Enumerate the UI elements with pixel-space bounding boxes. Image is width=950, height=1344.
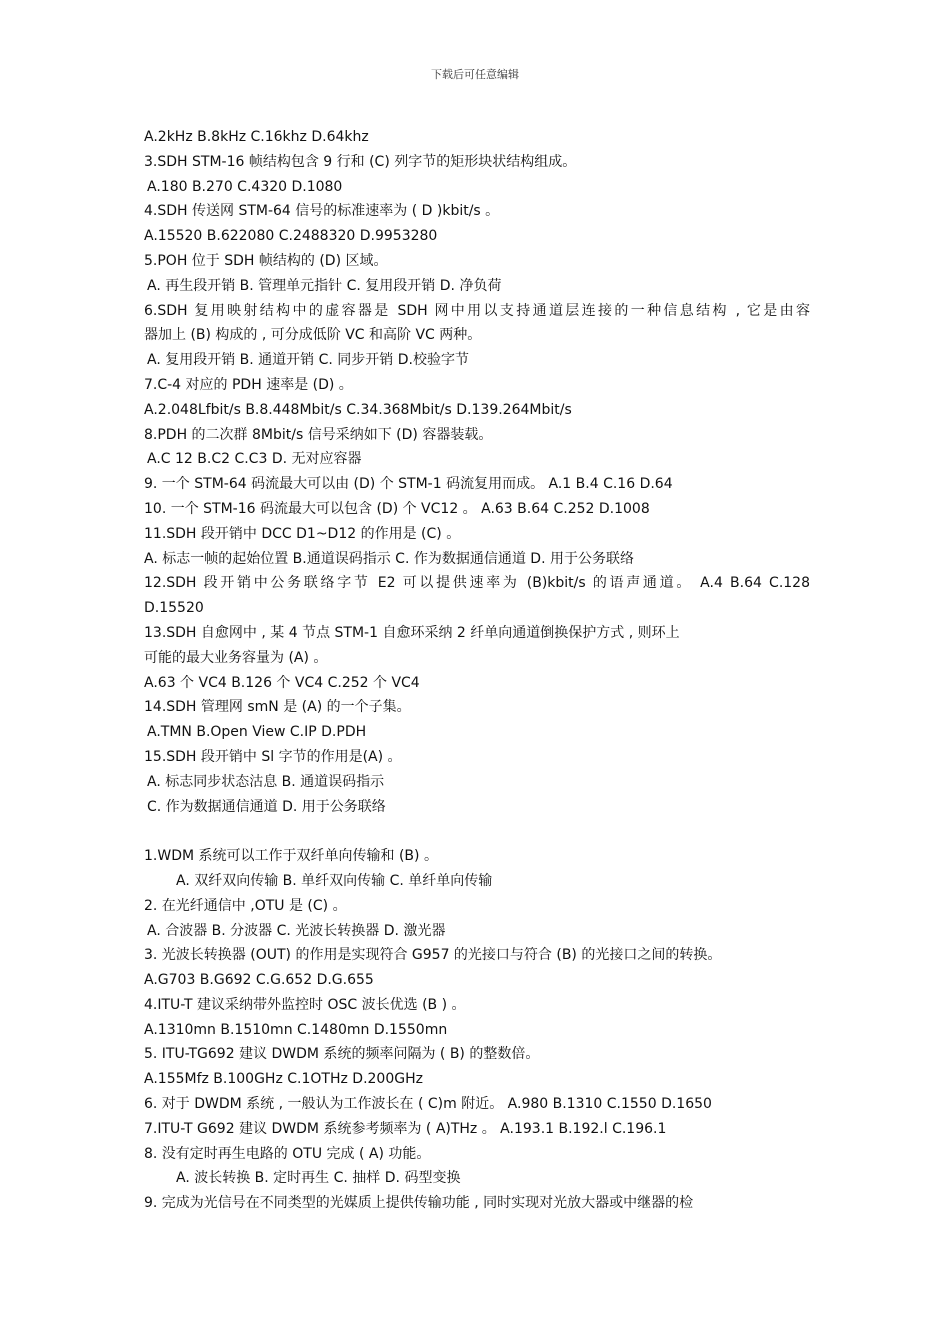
question-7: 7.C-4 对应的 PDH 速率是 (D) 。 — [144, 376, 353, 393]
question-12: 12.SDH 段开销中公务联络字节 E2 可以提供速率为 (B)kbit/s 的语声通道。 A.4 B.64 C.128 — [144, 575, 810, 592]
question-3: 3.SDH STM-16 帧结构包含 9 行和 (C) 列字节的矩形块状结构组成。 — [144, 153, 577, 170]
question-4: 4.SDH 传送网 STM-64 信号的标准速率为 ( D )kbit/s 。 — [144, 203, 500, 220]
wdm-question-4: 4.ITU-T 建议采纳带外监控时 OSC 波长优选 (B ) 。 — [144, 996, 466, 1013]
wdm-question-1: 1.WDM 系统可以工作于双纤单向传输和 (B) 。 — [144, 848, 438, 865]
options-6: A. 复用段开销 B. 通道开销 C. 同步开销 D.校验字节 — [147, 352, 469, 369]
wdm-options-3: A.G703 B.G692 C.G.652 D.G.655 — [144, 972, 374, 989]
question-12-cont: D.15520 — [144, 600, 204, 617]
options-13: A.63 个 VC4 B.126 个 VC4 C.252 个 VC4 — [144, 674, 420, 691]
options-8: A.C 12 B.C2 C.C3 D. 无对应容器 — [147, 451, 362, 468]
options-7: A.2.048Lfbit/s B.8.448Mbit/s C.34.368Mbit/s D.139.264Mbit/s — [144, 401, 572, 418]
document-body — [144, 125, 810, 1216]
question-15: 15.SDH 段开销中 Sl 字节的作用是(A) 。 — [144, 748, 402, 765]
wdm-options-5: A.155Mfz B.100GHz C.1OTHz D.200GHz — [144, 1071, 423, 1088]
wdm-options-2: A. 合波器 B. 分波器 C. 光波长转换器 D. 激光器 — [147, 922, 446, 939]
wdm-options-4: A.1310mn B.1510mn C.1480mn D.1550mn — [144, 1021, 448, 1038]
options-11: A. 标志一帧的起始位置 B.通道误码指示 C. 作为数据通信通道 D. 用于公务联络 — [144, 550, 634, 567]
wdm-question-8: 8. 没有定时再生电路的 OTU 完成 ( A) 功能。 — [144, 1145, 431, 1162]
question-14: 14.SDH 管理网 smN 是 (A) 的一个子集。 — [144, 699, 411, 716]
question-8: 8.PDH 的二次群 8Mbit/s 信号采纳如下 (D) 容器装载。 — [144, 426, 493, 443]
wdm-question-3: 3. 光波长转换器 (OUT) 的作用是实现符合 G957 的光接口与符合 (B) 的光接口之间的转换。 — [144, 947, 722, 964]
options-5: A. 再生段开销 B. 管理单元指针 C. 复用段开销 D. 净负荷 — [147, 277, 502, 294]
wdm-question-9: 9. 完成为光信号在不同类型的光媒质上提供传输功能 , 同时实现对光放大器或中继器的检 — [144, 1195, 694, 1212]
question-11: 11.SDH 段开销中 DCC D1~D12 的作用是 (C) 。 — [144, 525, 461, 542]
question-5: 5.POH 位于 SDH 帧结构的 (D) 区域。 — [144, 252, 388, 269]
options-15-a: A. 标志同步状态沽息 B. 通道误码指示 — [147, 773, 385, 790]
question-6: 6.SDH 复用映射结构中的虚容器是 SDH 网中用以支持通道层连接的一种信息结构 , 它是由容 — [144, 302, 810, 319]
options-4: A.15520 B.622080 C.2488320 D.9953280 — [144, 228, 438, 245]
page-header: 下载后可任意编辑 — [431, 68, 519, 81]
options-3: A.180 B.270 C.4320 D.1080 — [147, 178, 343, 195]
wdm-options-1: A. 双纤双向传输 B. 单纤双向传输 C. 单纤单向传输 — [176, 872, 493, 889]
question-6-cont: 器加上 (B) 构成的 , 可分成低阶 VC 和高阶 VC 两种。 — [144, 327, 482, 344]
section-gap — [144, 819, 810, 844]
question-10: 10. 一个 STM-16 码流最大可以包含 (D) 个 VC12 。 A.63 B.64 C.252 D.1008 — [144, 500, 650, 517]
wdm-options-8: A. 波长转换 B. 定时再生 C. 抽样 D. 码型变换 — [176, 1170, 461, 1187]
text-line: A.2kHz B.8kHz C.16khz D.64khz — [144, 129, 369, 145]
wdm-question-2: 2. 在光纤通信中 ,OTU 是 (C) 。 — [144, 897, 347, 914]
options-15-b: C. 作为数据通信通道 D. 用于公务联络 — [147, 798, 386, 815]
wdm-question-6: 6. 对于 DWDM 系统 , 一般认为工作波长在 ( C)m 附近。 A.980 B.1310 C.1550 D.1650 — [144, 1096, 712, 1113]
wdm-question-7: 7.ITU-T G692 建议 DWDM 系统参考频率为 ( A)THz 。 A.193.1 B.192.l C.196.1 — [144, 1120, 667, 1137]
question-13: 13.SDH 自愈网中 , 某 4 节点 STM-1 自愈环采纳 2 纤单向通道倒换保护方式 , 则环上 — [144, 624, 680, 641]
question-9: 9. 一个 STM-64 码流最大可以由 (D) 个 STM-1 码流复用而成。 A.1 B.4 C.16 D.64 — [144, 476, 673, 493]
wdm-question-5: 5. ITU-TG692 建议 DWDM 系统的频率问隔为 ( B) 的整数倍。 — [144, 1046, 540, 1063]
options-14: A.TMN B.Open View C.IP D.PDH — [147, 724, 367, 741]
question-13-cont: 可能的最大业务容量为 (A) 。 — [144, 649, 328, 666]
